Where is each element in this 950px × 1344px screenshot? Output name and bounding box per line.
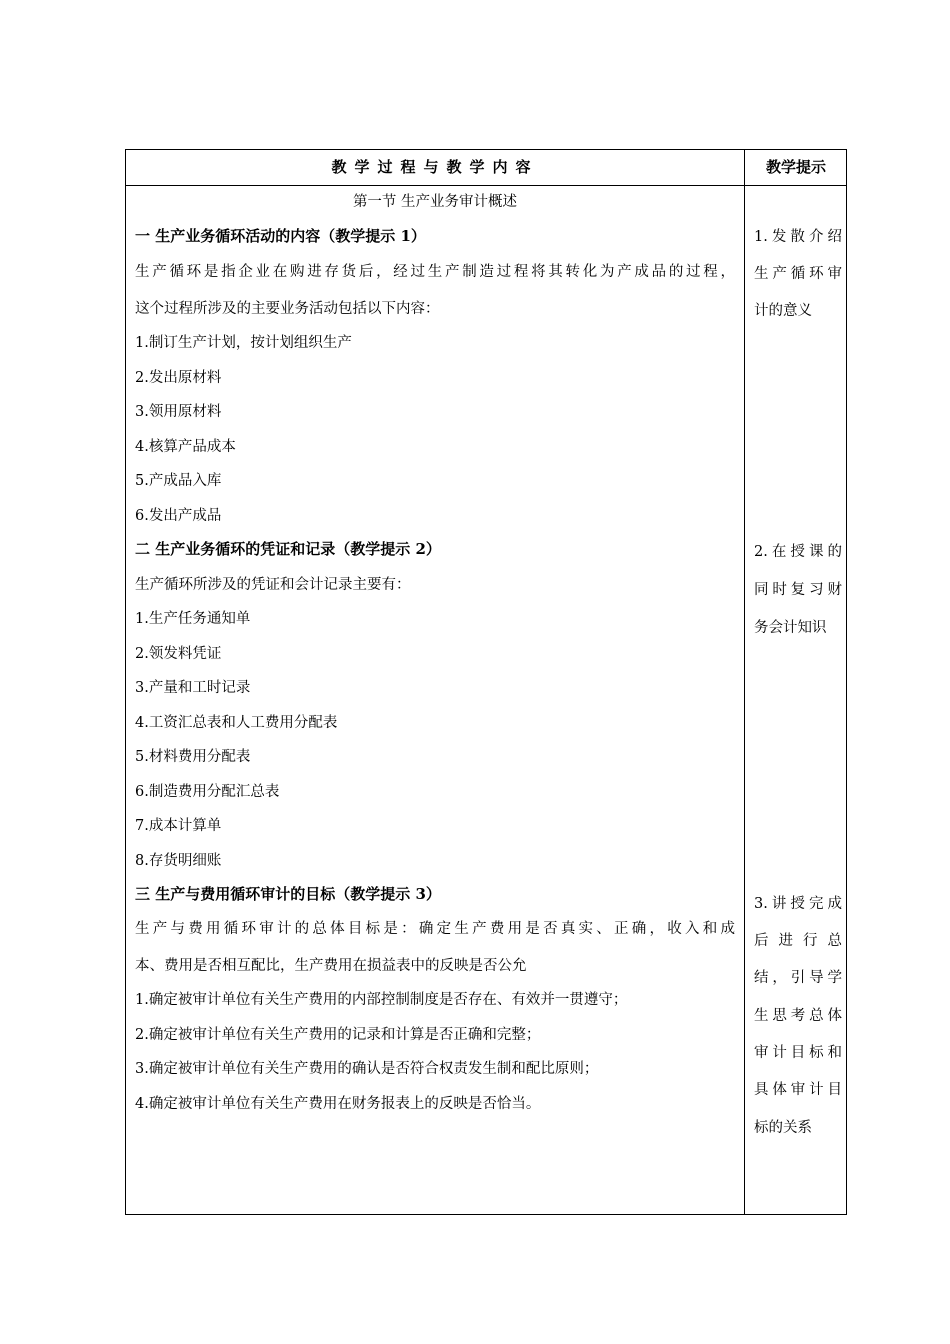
header-teaching-tips: 教学提示: [765, 158, 826, 176]
lesson-table: [125, 149, 847, 1215]
section-3-heading: 三 生产与费用循环审计的目标（教学提示 3）: [135, 885, 441, 903]
section-2-item: 1.生产任务通知单: [135, 611, 251, 627]
section-1-item: 6.发出产成品: [135, 508, 222, 524]
section-3-paragraph-line-2: 本、费用是否相互配比，生产费用在损益表中的反映是否公允: [135, 958, 527, 974]
header-divider: [126, 185, 846, 186]
tip-3-line: 生思考总体: [754, 1008, 842, 1024]
section-2-item: 4.工资汇总表和人工费用分配表: [135, 715, 338, 731]
section-1-heading: 一 生产业务循环活动的内容（教学提示 1）: [135, 227, 426, 245]
section-2-item: 3.产量和工时记录: [135, 680, 251, 696]
section-1-item: 3.领用原材料: [135, 404, 222, 420]
section-2-paragraph: 生产循环所涉及的凭证和会计记录主要有：: [135, 577, 411, 593]
section-1-item: 2.发出原材料: [135, 370, 222, 386]
section-1-item: 5.产成品入库: [135, 473, 222, 489]
tip-3-line: 标的关系: [754, 1120, 812, 1136]
tip-3-line: 结，引导学: [754, 970, 842, 986]
tip-3-line: 后 进 行 总: [754, 933, 842, 949]
tip-1-line: 计的意义: [754, 303, 812, 319]
tip-1-line: 1.发散介绍: [754, 229, 842, 245]
section-1-paragraph-line-1: 生产循环是指企业在购进存货后，经过生产制造过程将其转化为产成品的过程，: [135, 264, 735, 280]
section-1-item: 1.制订生产计划，按计划组织生产: [135, 335, 352, 351]
header-teaching-content: 教学过程与教学内容: [331, 158, 539, 176]
section-3-item: 2.确定被审计单位有关生产费用的记录和计算是否正确和完整；: [135, 1027, 541, 1043]
section-3-item: 4.确定被审计单位有关生产费用在财务报表上的反映是否恰当。: [135, 1096, 541, 1112]
section-3-item: 1.确定被审计单位有关生产费用的内部控制制度是否存在、有效并一贯遵守；: [135, 992, 628, 1008]
section-2-item: 6.制造费用分配汇总表: [135, 784, 280, 800]
tip-2-line: 同时复习财: [754, 582, 842, 598]
tip-3-line: 3.讲授完成: [754, 896, 842, 912]
section-1-paragraph-line-2: 这个过程所涉及的主要业务活动包括以下内容：: [135, 301, 440, 317]
section-2-item: 5.材料费用分配表: [135, 749, 251, 765]
tip-1-line: 生产循环审: [754, 266, 842, 282]
section-2-heading: 二 生产业务循环的凭证和记录（教学提示 2）: [135, 540, 441, 558]
section-2-item: 2.领发料凭证: [135, 646, 222, 662]
section-2-item: 7.成本计算单: [135, 818, 222, 834]
column-divider: [744, 150, 745, 1214]
tip-2-line: 2.在授课的: [754, 544, 842, 560]
section-2-item: 8.存货明细账: [135, 853, 222, 869]
chapter-title: 第一节 生产业务审计概述: [352, 194, 518, 210]
tip-3-line: 具体审计目: [754, 1082, 842, 1098]
section-1-item: 4.核算产品成本: [135, 439, 236, 455]
tip-2-line: 务会计知识: [754, 620, 827, 636]
section-3-item: 3.确定被审计单位有关生产费用的确认是否符合权责发生制和配比原则；: [135, 1061, 599, 1077]
tip-3-line: 审计目标和: [754, 1045, 842, 1061]
section-3-paragraph-line-1: 生产与费用循环审计的总体目标是：确定生产费用是否真实、正确，收入和成: [135, 921, 735, 937]
